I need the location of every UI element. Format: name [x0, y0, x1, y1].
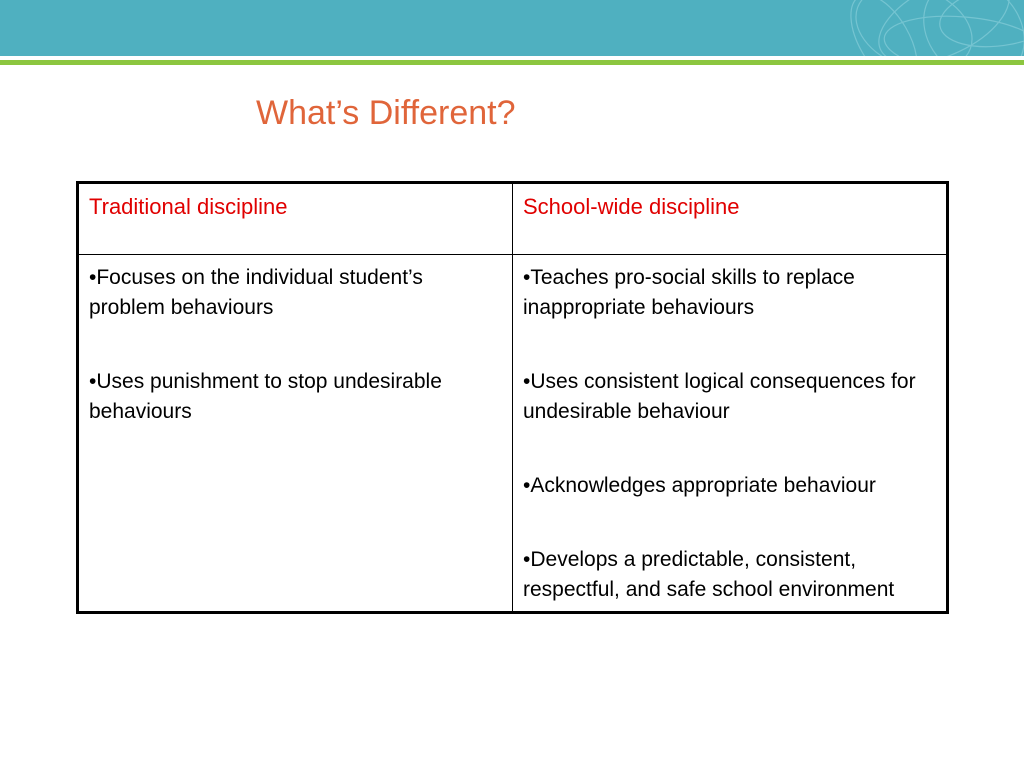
header-traditional: Traditional discipline — [78, 183, 513, 255]
school-wide-cell — [513, 255, 948, 613]
list-item: •Uses consistent logical consequences for undesirable behaviour — [523, 370, 916, 423]
table-header-row — [78, 183, 948, 255]
header-band — [0, 0, 1024, 56]
list-item: •Acknowledges appropriate behaviour — [523, 474, 876, 497]
list-item: •Uses punishment to stop undesirable behaviours — [89, 370, 442, 423]
slide-title: What’s Different? — [256, 94, 516, 132]
list-item: •Focuses on the individual student’s problem behaviours — [89, 266, 423, 319]
comparison-table — [76, 181, 949, 614]
table-row — [78, 255, 948, 613]
list-item: •Develops a predictable, consistent, respectful, and safe school environment — [523, 548, 895, 601]
list-item: •Teaches pro-social skills to replace inappropriate behaviours — [523, 266, 855, 319]
decorative-swirl-pattern — [764, 0, 1024, 56]
traditional-cell — [78, 255, 513, 613]
header-school-wide: School-wide discipline — [513, 183, 948, 255]
accent-line — [0, 60, 1024, 65]
